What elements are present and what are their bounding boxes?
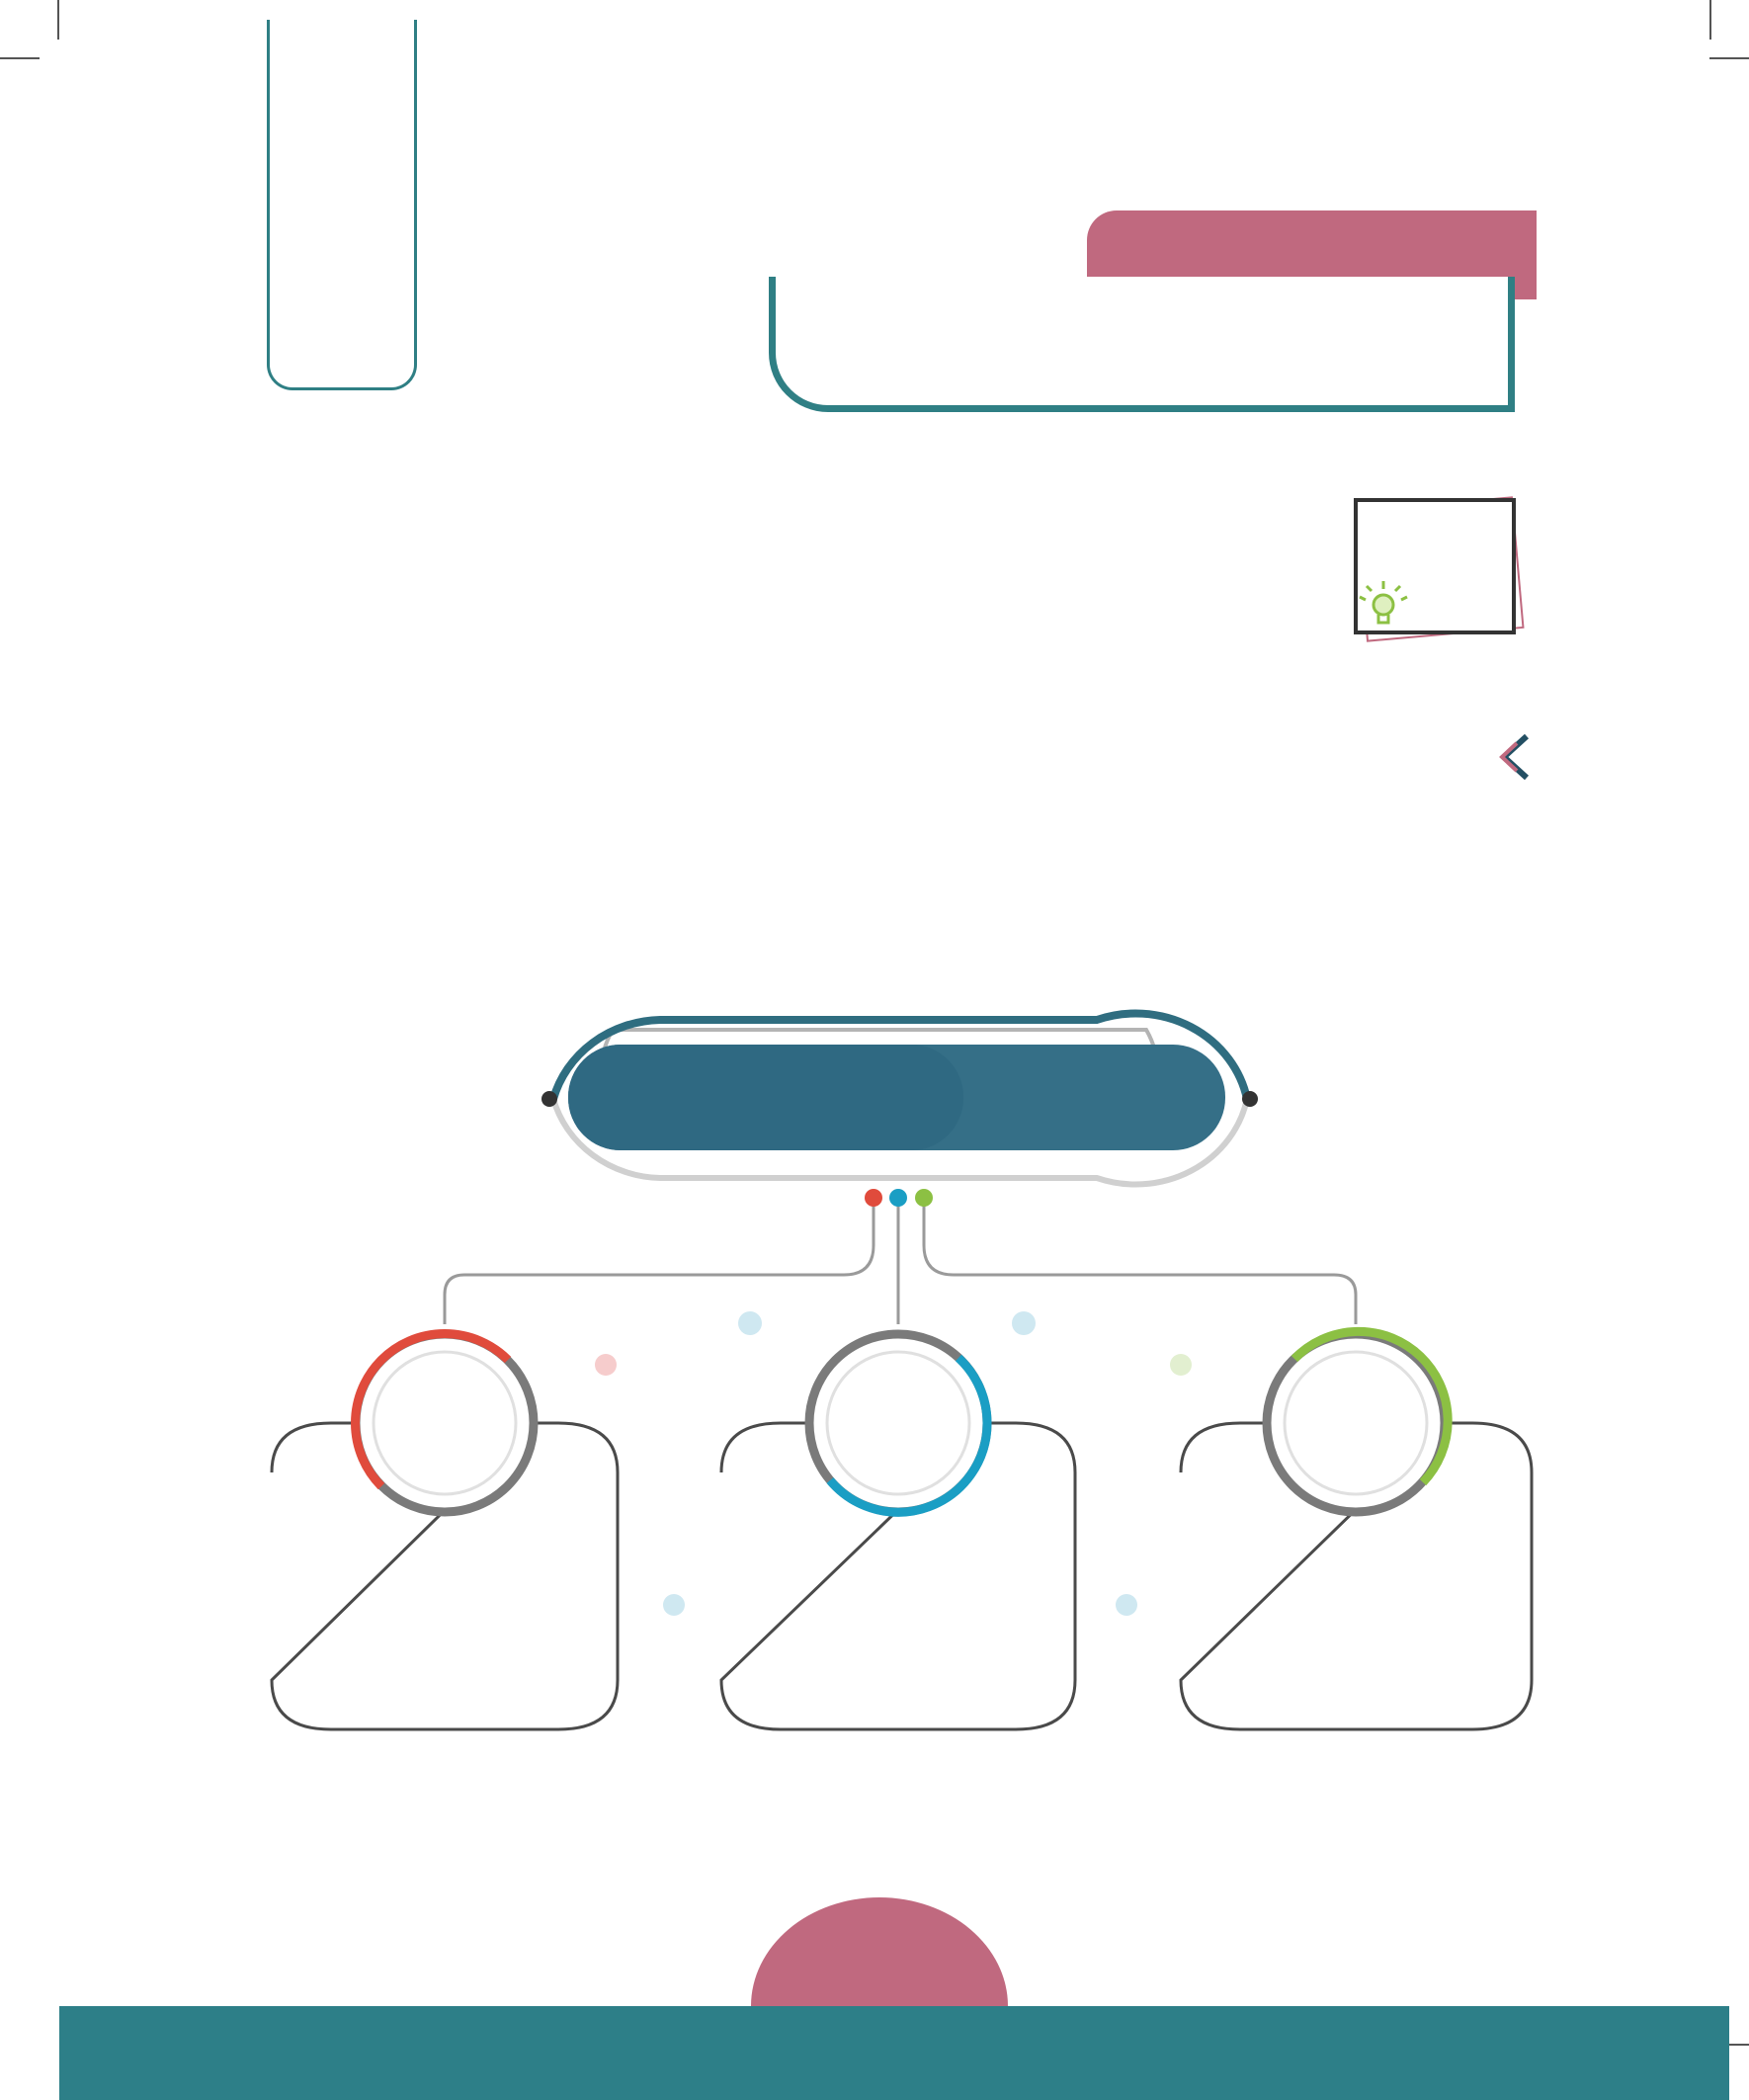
page-number-tab: [751, 1897, 1008, 2006]
qr-code-icon[interactable]: [288, 222, 396, 331]
lesson-title-box: [769, 277, 1515, 412]
digital-lesson-box: [267, 20, 417, 390]
diagram-connectors: [445, 1198, 1356, 1324]
diagram-title-pill: [541, 1010, 1258, 1185]
think-badge-graphic: [1356, 497, 1523, 640]
footer-bar: [59, 2006, 1729, 2100]
